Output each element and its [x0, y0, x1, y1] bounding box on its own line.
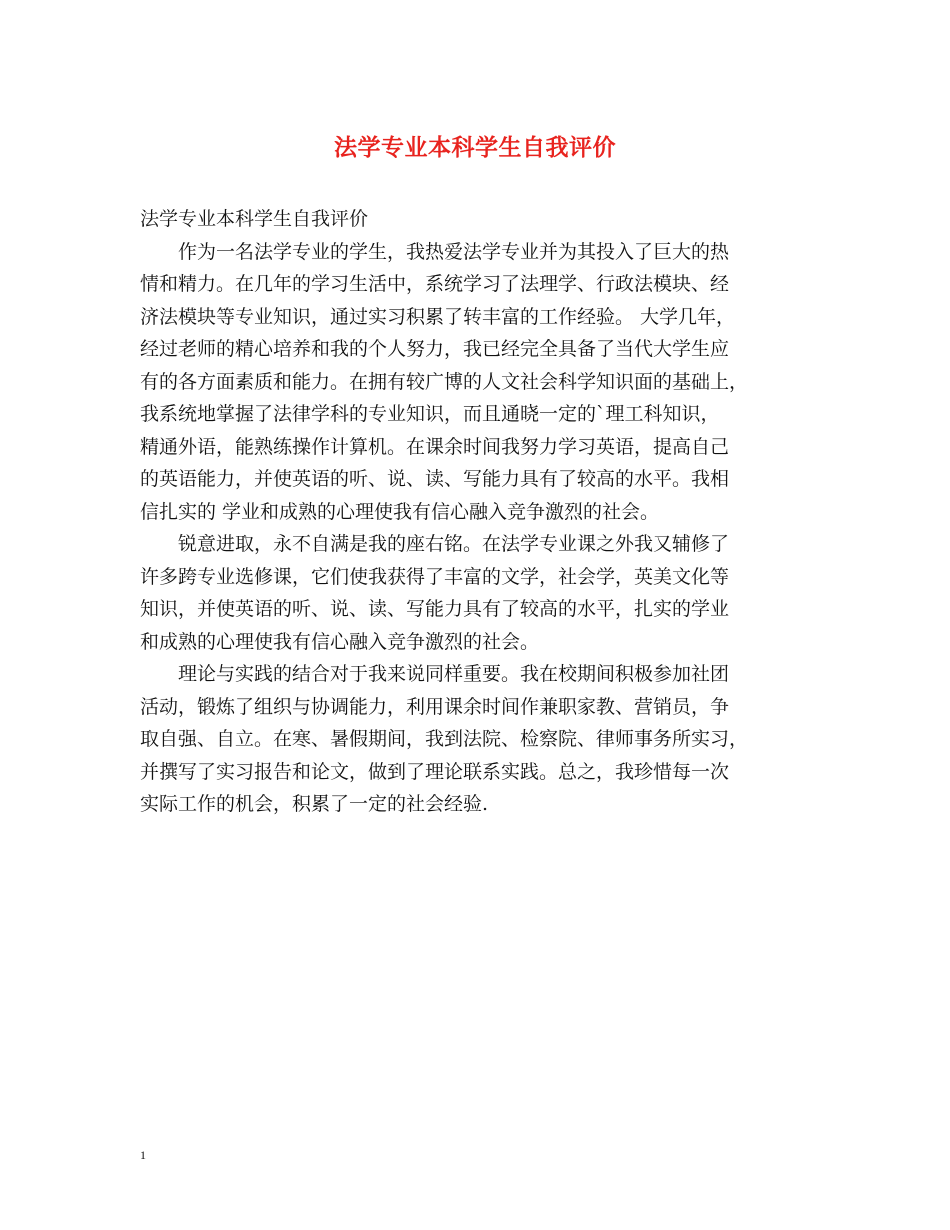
paragraph-line: 作为一名法学专业的学生，我热爱法学专业并为其投入了巨大的热 — [178, 240, 730, 263]
paragraph-line: 实际工作的机会，积累了一定的社会经验. — [140, 793, 489, 815]
paragraph-line: 的英语能力，并使英语的听、说、读、写能力具有了较高的水平。我相 — [140, 468, 730, 490]
paragraph-line: 并撰写了实习报告和论文，做到了理论联系实践。总之，我珍惜每一次 — [140, 760, 730, 783]
paragraph-2 — [140, 528, 820, 658]
paragraph-line: 我系统地掌握了法律学科的专业知识，而且通晓一定的`理工科知识， — [140, 403, 720, 425]
paragraph-line: 经过老师的精心培养和我的个人努力，我已经完全具备了当代大学生应 — [140, 338, 730, 360]
paragraph-line: 有的各方面素质和能力。在拥有较广博的人文社会科学知识面的基础上， — [140, 370, 749, 393]
paragraph-line: 精通外语，能熟练操作计算机。在课余时间我努力学习英语，提高自己 — [140, 435, 730, 458]
document-body — [140, 203, 820, 821]
paragraph-line: 情和精力。在几年的学习生活中，系统学习了法理学、行政法模块、经 — [140, 273, 730, 295]
paragraph-line: 许多跨专业选修课，它们使我获得了丰富的文学，社会学，英美文化等 — [140, 565, 730, 588]
paragraph-line: 济法模块等专业知识，通过实习积累了转丰富的工作经验。 大学几年， — [140, 305, 736, 328]
document-title: 法学专业本科学生自我评价 — [334, 134, 616, 161]
paragraph-line: 知识，并使英语的听、说、读、写能力具有了较高的水平，扎实的学业 — [140, 598, 730, 620]
paragraph-line: 信扎实的 学业和成熟的心理使我有信心融入竞争激烈的社会。 — [140, 500, 660, 523]
paragraph-line: 理论与实践的结合对于我来说同样重要。我在校期间积极参加社团 — [178, 663, 730, 685]
document-subtitle: 法学专业本科学生自我评价 — [140, 208, 369, 230]
paragraph-line: 锐意进取，永不自满是我的座右铭。在法学专业课之外我又辅修了 — [178, 533, 730, 555]
paragraph-1 — [140, 236, 820, 529]
paragraph-line: 活动，锻炼了组织与协调能力，利用课余时间作兼职家教、营销员，争 — [140, 695, 730, 718]
paragraph-line: 和成熟的心理使我有信心融入竞争激烈的社会。 — [140, 630, 540, 653]
paragraph-line: 取自强、自立。在寒、暑假期间，我到法院、检察院、律师事务所实习， — [140, 728, 749, 750]
page-number: 1 — [140, 1148, 146, 1162]
paragraph-3 — [140, 658, 820, 821]
